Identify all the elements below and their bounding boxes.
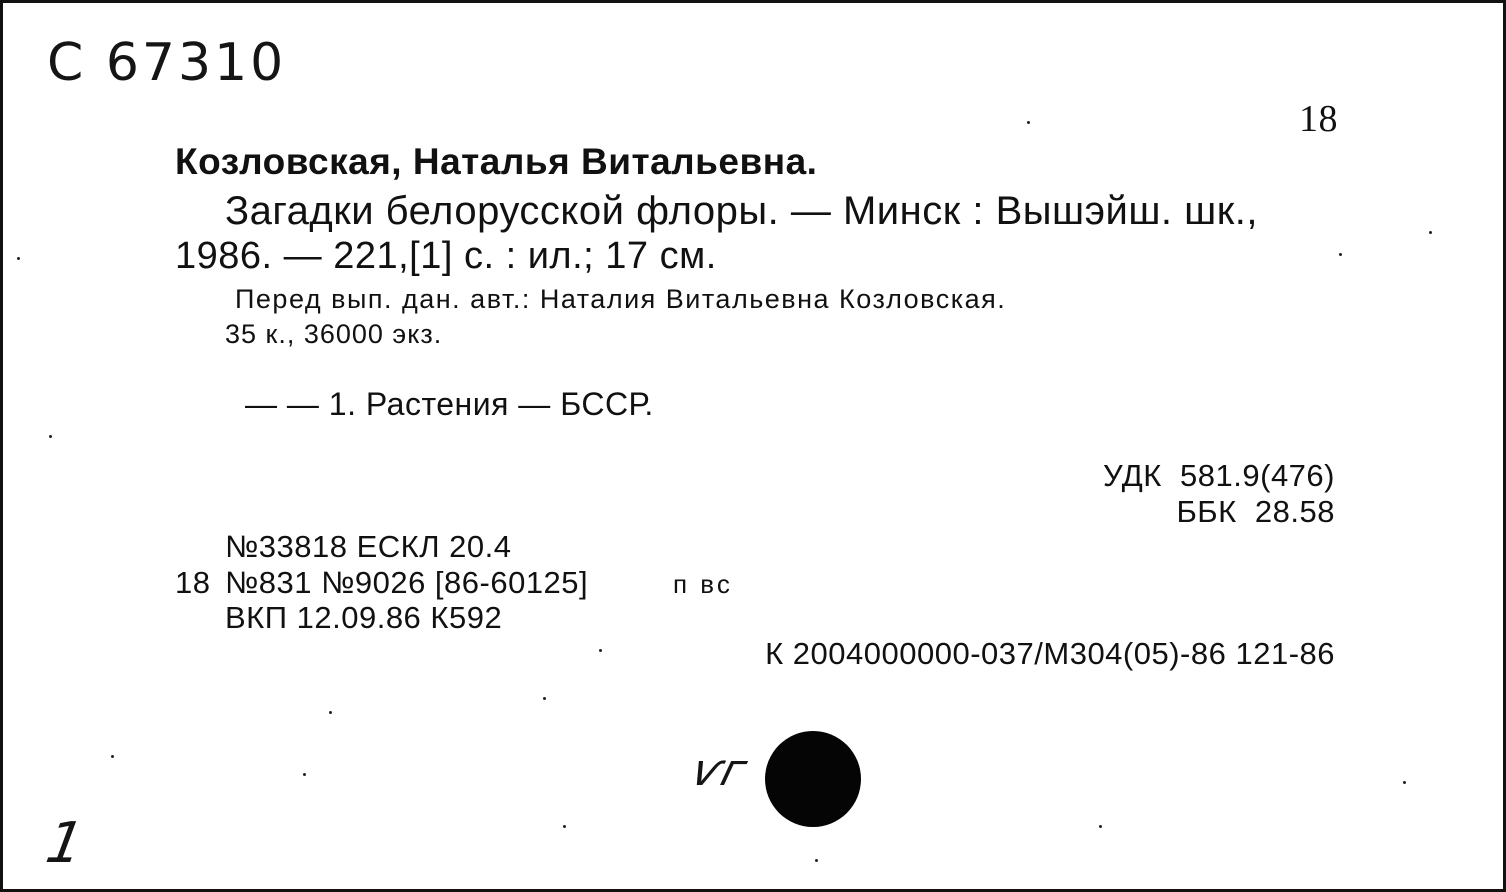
- speck: [1429, 231, 1432, 234]
- title-line-1: Загадки белорусской флоры. — Минск : Вышэйш. шк.,: [225, 189, 1258, 233]
- price-line: 35 к., 36000 экз.: [225, 319, 443, 349]
- speck: [1099, 825, 1102, 828]
- title-line-2: 1986. — 221,[1] с. : ил.; 17 см.: [175, 235, 717, 277]
- author-heading: Козловская, Наталья Витальевна.: [175, 141, 818, 182]
- card-number: 18: [1299, 98, 1338, 140]
- record-line-2-number: 18: [175, 565, 211, 600]
- corner-mark: 1: [41, 811, 89, 876]
- speck: [1339, 253, 1342, 256]
- speck: [49, 435, 52, 438]
- note-line: Перед вып. дан. авт.: Наталия Витальевна Козловская.: [235, 284, 1007, 314]
- record-line-1: №33818 ЕСКЛ 20.4: [225, 529, 512, 564]
- speck: [563, 825, 566, 828]
- code-line: К 2004000000-037/М304(05)-86 121-86: [765, 636, 1335, 671]
- record-line-2-suffix: п вс: [673, 569, 733, 599]
- handwritten-mark: ѵг: [686, 745, 753, 796]
- catalog-number: С 67310: [47, 33, 287, 93]
- speck: [329, 711, 332, 714]
- speck: [599, 649, 602, 652]
- speck: [17, 257, 20, 260]
- record-line-2: №831 №9026 [86-60125]: [225, 565, 589, 600]
- speck: [1027, 121, 1030, 124]
- speck: [815, 859, 818, 862]
- bbk-code: ББК 28.58: [1176, 494, 1335, 529]
- udk-code: УДК 581.9(476): [1102, 458, 1335, 493]
- punch-hole: [765, 731, 861, 827]
- speck: [543, 697, 546, 700]
- speck: [303, 773, 306, 776]
- record-line-3: ВКП 12.09.86 К592: [225, 600, 503, 635]
- subject-line: — — 1. Растения — БССР.: [245, 386, 654, 422]
- speck: [111, 755, 114, 758]
- speck: [1403, 781, 1406, 784]
